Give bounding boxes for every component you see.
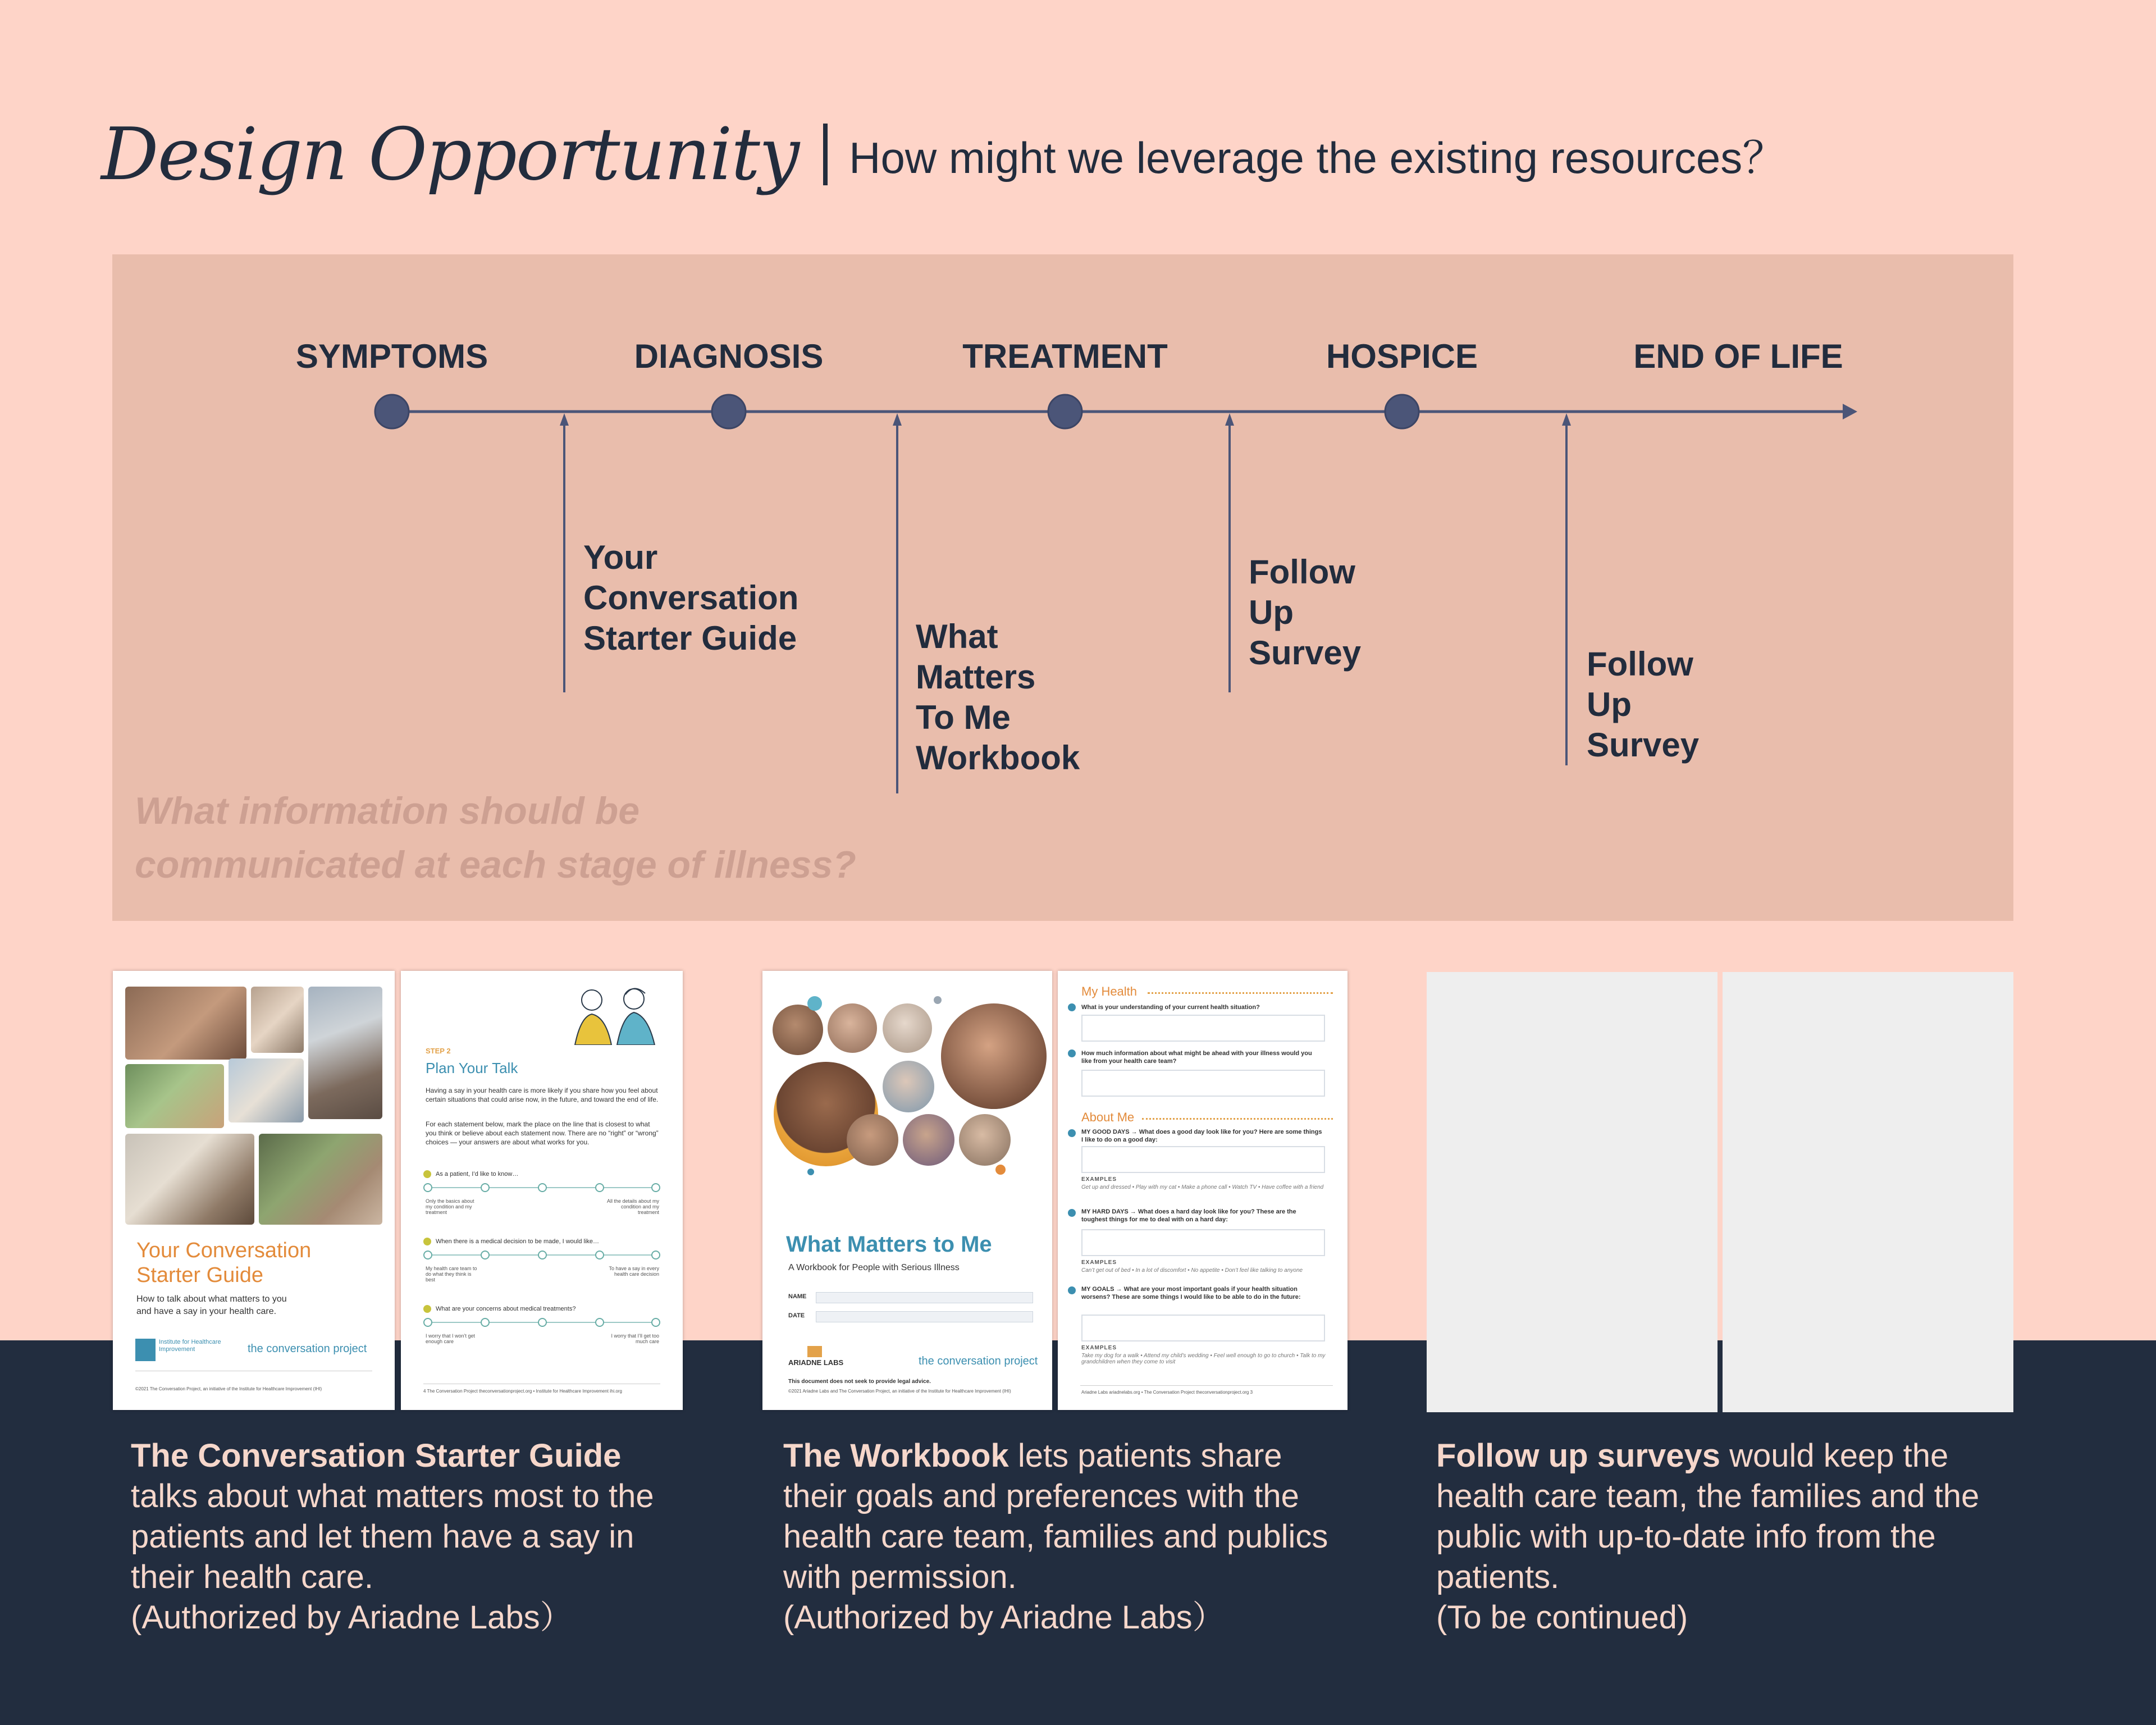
examples-label: EXAMPLES [1081, 1176, 1117, 1183]
ihi-logo-icon [135, 1339, 156, 1361]
resource-arrowhead-survey-1 [1225, 413, 1234, 426]
workbook-cover-brand: the conversation project [919, 1355, 1038, 1367]
name-field-label: NAME [788, 1293, 807, 1300]
divider [1148, 992, 1333, 994]
portrait-photo [959, 1114, 1011, 1166]
ariadne-logo-icon [807, 1346, 822, 1357]
scale-left-label: Only the basics about my condition and my treatment [426, 1198, 474, 1215]
workbook-cover-disclaimer: This document does not seek to provide legal advice. [788, 1379, 931, 1385]
stage-node-treatment [1048, 395, 1082, 428]
resource-label-guide: Your Conversation Starter Guide [583, 539, 799, 657]
portrait-photo [883, 1003, 932, 1053]
workbook-examples-3: Get up and dressed • Play with my cat • Make a phone call • Watch TV • Have coffee with a friend [1081, 1184, 1324, 1190]
scale-right-label: To have a say in every health care decision [609, 1266, 659, 1277]
portrait-photo [773, 1005, 823, 1055]
question-number-icon [1068, 1003, 1076, 1011]
guide-page-footer: 4 The Conversation Project theconversationproject.org • Institute for Healthcare Improvement ihi.org [423, 1389, 622, 1394]
date-field-label: DATE [788, 1312, 805, 1319]
photo [251, 987, 304, 1053]
stage-label-end-of-life: END OF LIFE [1633, 337, 1843, 375]
question-number-icon [1068, 1129, 1076, 1137]
scale-left-label: I worry that I won’t get enough care [426, 1333, 476, 1344]
workbook-cover-footer: ©2021 Ariadne Labs and The Conversation Project, an initiative of the Institute for Healthcare Improvement (IHI) [788, 1389, 1011, 1394]
survey-placeholder-page [1427, 972, 1718, 1412]
resource-arrowhead-workbook [893, 413, 902, 426]
workbook-question-3: MY GOOD DAYS → What does a good day look like for you? Here are some things I like to do on a good day: [1081, 1129, 1322, 1143]
decor-dot [807, 1169, 814, 1175]
photo [125, 1134, 254, 1225]
workbook-cover-logo: ARIADNE LABS [788, 1358, 844, 1367]
resource-arrowhead-guide [560, 413, 569, 426]
workbook-section-my-health: My Health [1081, 984, 1138, 998]
date-field [816, 1311, 1033, 1322]
workbook-question-5: MY GOALS → What are your most important goals if your health situation worsens? These are some things I would like to be able to do in the future: [1081, 1286, 1301, 1300]
stage-node-diagnosis [712, 395, 746, 428]
stage-label-treatment: TREATMENT [962, 337, 1168, 375]
portrait-photo [828, 1003, 877, 1053]
resource-arrowhead-survey-2 [1562, 413, 1571, 426]
description-guide: The Conversation Starter Guide talks about what matters most to the patients and let them have a say in their health care. (Authorized by Ariadne Labs） [131, 1436, 704, 1638]
answer-box [1081, 1146, 1325, 1173]
portrait-photo [847, 1114, 898, 1166]
answer-box [1081, 1070, 1325, 1097]
photo [259, 1134, 382, 1225]
scale-left-label: My health care team to do what they think is best [426, 1266, 477, 1283]
stage-label-diagnosis: DIAGNOSIS [634, 337, 824, 375]
examples-label: EXAMPLES [1081, 1259, 1117, 1266]
description-surveys: Follow up surveys would keep the health care team, the families and the public with up-to-date info from the patients. (To be continued) [1436, 1436, 2009, 1638]
guide-step-title: Plan Your Talk [426, 1060, 518, 1076]
guide-step-label: STEP 2 [426, 1047, 451, 1055]
stage-node-hospice [1385, 395, 1419, 428]
guide-question-1: As a patient, I’d like to know… [423, 1170, 518, 1178]
resource-label-survey-1: Follow Up Survey [1249, 553, 1362, 672]
guide-cover-subtitle: How to talk about what matters to you and have a say in your health care. [136, 1294, 287, 1316]
guide-question-3: What are your concerns about medical treatments? [423, 1305, 575, 1313]
illustration-icon [558, 983, 670, 1045]
divider [1080, 1385, 1333, 1386]
workbook-question-1: What is your understanding of your current health situation? [1081, 1004, 1260, 1011]
title-divider [823, 124, 828, 185]
workbook-cover-page [762, 971, 1052, 1410]
workbook-cover-title: What Matters to Me [786, 1232, 992, 1257]
answer-box [1081, 1315, 1325, 1341]
page-subtitle: How might we leverage the existing resources？ [849, 133, 1787, 182]
scale-right-label: All the details about my condition and my treatment [606, 1198, 659, 1215]
description-guide-note: (Authorized by Ariadne Labs） [131, 1599, 573, 1636]
description-workbook: The Workbook lets patients share their goals and preferences with the health care team, families and publics with permission. (Authorized by Ariadne Labs） [783, 1436, 1356, 1638]
decor-dot [995, 1165, 1006, 1175]
question-number-icon [1068, 1286, 1076, 1294]
decor-dot [934, 996, 942, 1004]
photo [308, 987, 382, 1119]
rating-scale [427, 1254, 657, 1256]
photo [229, 1058, 304, 1122]
guide-cover-title: Your Conversation Starter Guide [136, 1239, 312, 1287]
resource-label-workbook: What Matters To Me Workbook [916, 618, 1080, 777]
decor-dot [807, 996, 822, 1011]
workbook-question-2: How much information about what might be ahead with your illness would you like from your health care team? [1081, 1050, 1312, 1065]
guide-paragraph-2: For each statement below, mark the place on the line that is closest to what you think or believe about each statement now. There are no “right” or “wrong” choices — your answers are about what works for you. [426, 1120, 659, 1146]
question-number-icon [1068, 1209, 1076, 1217]
photo [125, 987, 246, 1060]
examples-label: EXAMPLES [1081, 1345, 1117, 1351]
resource-label-survey-2: Follow Up Survey [1587, 645, 1700, 764]
workbook-question-4: MY HARD DAYS → What does a hard day look like for you? These are the toughest things for me to deal with on a hard day: [1081, 1208, 1296, 1223]
scale-right-label: I worry that I’ll get too much care [611, 1333, 659, 1344]
divider [1142, 1118, 1333, 1120]
workbook-inner-page [1058, 971, 1347, 1410]
description-workbook-title: The Workbook [783, 1438, 1009, 1474]
question-number-icon [1068, 1049, 1076, 1057]
description-surveys-title: Follow up surveys [1436, 1438, 1720, 1474]
timeline-arrowhead [1843, 404, 1857, 419]
guide-cover-footer: ©2021 The Conversation Project, an initiative of the Institute for Healthcare Improvement (IHI) [135, 1386, 322, 1391]
workbook-cover-subtitle: A Workbook for People with Serious Illness [788, 1263, 960, 1272]
photo [125, 1064, 224, 1128]
name-field [816, 1292, 1033, 1303]
guide-cover-org: Institute for Healthcare Improvement [159, 1339, 221, 1353]
guide-cover-page [113, 971, 395, 1410]
guide-question-2: When there is a medical decision to be made, I would like… [423, 1238, 599, 1245]
page-title: Design Opportunity [101, 112, 799, 197]
description-workbook-note: (Authorized by Ariadne Labs） [783, 1599, 1225, 1636]
portrait-photo [941, 1003, 1047, 1109]
description-guide-title: The Conversation Starter Guide [131, 1438, 622, 1474]
rating-scale [427, 1322, 657, 1323]
description-surveys-note: (To be continued) [1436, 1599, 1688, 1636]
guide-paragraph-1: Having a say in your health care is more likely if you share how you feel about certain situations that could arise now, in the future, and toward the end of life. [426, 1087, 659, 1103]
answer-box [1081, 1015, 1325, 1042]
header [101, 104, 1786, 205]
answer-box [1081, 1229, 1325, 1256]
portrait-photo [903, 1114, 954, 1166]
rating-scale [427, 1187, 657, 1188]
workbook-examples-4: Can’t get out of bed • In a lot of discomfort • No appetite • Don’t feel like talking to anyone [1081, 1267, 1303, 1274]
survey-placeholder-page [1723, 972, 2013, 1412]
workbook-section-about-me: About Me [1081, 1110, 1135, 1124]
workbook-page-footer: Ariadne Labs ariadnelabs.org • The Conversation Project theconversationproject.org 3 [1081, 1390, 1253, 1395]
stage-node-symptoms [375, 395, 409, 428]
guide-cover-brand: the conversation project [248, 1343, 367, 1355]
stage-label-hospice: HOSPICE [1326, 337, 1478, 375]
portrait-photo [883, 1061, 934, 1112]
guide-inner-page [401, 971, 683, 1410]
stage-label-symptoms: SYMPTOMS [295, 337, 488, 375]
panel-question: What information should be communicated at each stage of illness? [135, 790, 856, 886]
workbook-examples-5: Take my dog for a walk • Attend my child’s wedding • Feel well enough to go to church • Talk to my grandchildren when they come to visit [1081, 1353, 1326, 1365]
